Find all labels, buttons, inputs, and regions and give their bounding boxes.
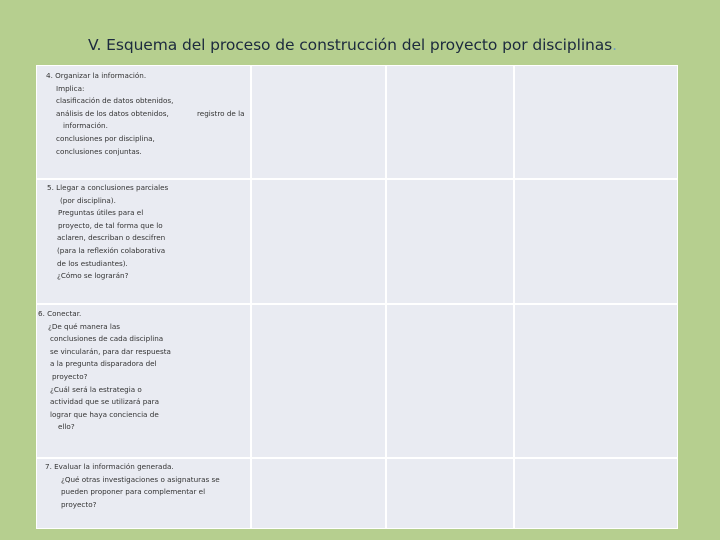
step-5-text	[47, 182, 168, 283]
text-line: conclusiones de cada disciplina	[50, 334, 164, 344]
text-line: 7. Evaluar la información generada.	[45, 462, 174, 471]
text-line: ¿Cuál será la estrategia o	[50, 384, 142, 394]
row-divider	[37, 303, 677, 305]
slide-title	[88, 36, 617, 54]
text-line: clasificación de datos obtenidos,	[56, 96, 174, 106]
text-line: lograr que haya conciencia de	[50, 409, 159, 419]
text-line: conclusiones por disciplina,	[56, 133, 155, 143]
step-4-text	[46, 70, 173, 158]
text-line: proyecto?	[61, 499, 97, 509]
text-line: a la pregunta disparadora del	[50, 359, 157, 369]
text-line: (por disciplina).	[60, 195, 116, 205]
text-line: ¿De qué manera las	[48, 321, 121, 331]
step-7-text	[45, 461, 220, 511]
text-line: ¿Cómo se lograrán?	[57, 271, 129, 281]
text-line: proyecto, de tal forma que lo	[58, 220, 163, 230]
row-divider	[37, 178, 677, 180]
text-line: ¿Qué otras investigaciones o asignaturas se	[61, 474, 220, 484]
text-line: Implica:	[56, 83, 85, 93]
step-6-text	[38, 308, 171, 434]
text-line: de los estudiantes).	[57, 258, 128, 268]
row-divider	[37, 457, 677, 459]
slide-title-period: .	[612, 36, 617, 54]
text-line: actividad que se utilizará para	[50, 397, 160, 407]
text-line: proyecto?	[52, 371, 88, 381]
text-line: análisis de los datos obtenidos,	[56, 108, 169, 118]
text-line: 5. Llegar a conclusiones parciales	[47, 183, 169, 192]
text-line: ello?	[58, 422, 75, 432]
slide-title-text: V. Esquema del proceso de construcción del proyecto por disciplinas	[88, 36, 613, 54]
text-line: 6. Conectar.	[38, 309, 82, 318]
text-line: 4. Organizar la información.	[46, 71, 147, 80]
text-line: se vincularán, para dar respuesta	[50, 346, 171, 356]
step-4-side-text: registro de la	[197, 109, 245, 118]
text-line: pueden proponer para complementar el	[61, 487, 206, 497]
process-table	[36, 65, 678, 529]
text-line: (para la reflexión colaborativa	[57, 245, 166, 255]
text-line: aclaren, describan o descifren	[57, 233, 166, 243]
text-line: Preguntas útiles para el	[58, 208, 144, 218]
text-line: conclusiones conjuntas.	[56, 146, 142, 156]
text-line: información.	[63, 121, 108, 131]
